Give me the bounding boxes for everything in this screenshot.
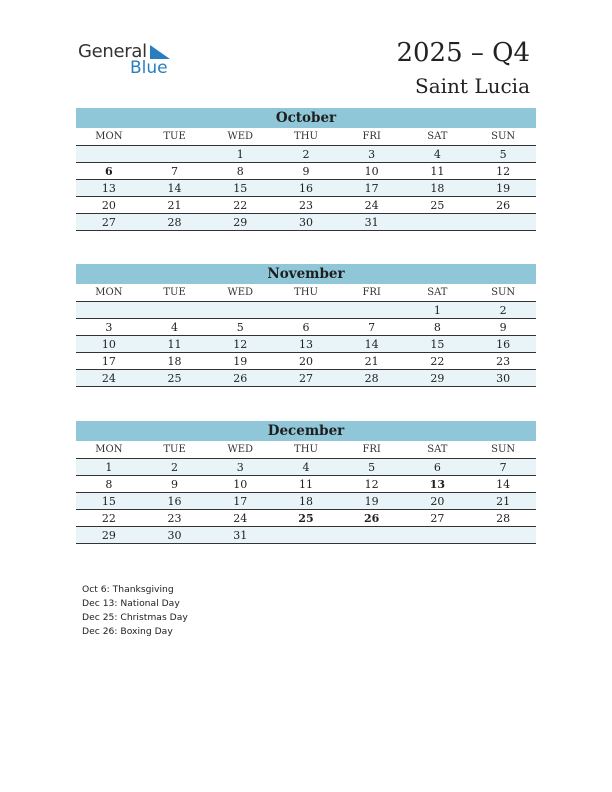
week-row: [76, 302, 536, 319]
day-cell: 11: [142, 336, 208, 353]
day-cell: 6: [405, 459, 471, 476]
day-cell: 21: [470, 493, 536, 510]
logo: [78, 41, 188, 81]
day-cell: 19: [470, 180, 536, 197]
day-cell: 12: [339, 476, 405, 493]
day-cell: 9: [142, 476, 208, 493]
week-row: [76, 214, 536, 231]
weekday-label: TUE: [142, 284, 208, 302]
weekday-label: WED: [207, 284, 273, 302]
day-cell: 23: [470, 353, 536, 370]
weekday-label: WED: [207, 128, 273, 146]
day-cell: 28: [470, 510, 536, 527]
country-name: Saint Lucia: [415, 74, 530, 98]
weekday-label: FRI: [339, 128, 405, 146]
holiday-note: Oct 6: Thanksgiving: [82, 584, 174, 595]
empty-day-cell: [207, 302, 273, 319]
week-row: [76, 493, 536, 510]
day-cell: 9: [470, 319, 536, 336]
empty-day-cell: [273, 302, 339, 319]
day-cell: 18: [142, 353, 208, 370]
week-row: [76, 319, 536, 336]
empty-day-cell: [405, 527, 471, 544]
weekday-label: MON: [76, 128, 142, 146]
day-cell: 22: [76, 510, 142, 527]
day-cell: 1: [207, 146, 273, 163]
day-cell: 26: [207, 370, 273, 387]
day-cell: 5: [470, 146, 536, 163]
day-cell: 27: [405, 510, 471, 527]
page-title: 2025 – Q4: [396, 38, 530, 68]
day-cell: 17: [76, 353, 142, 370]
weekday-label: SAT: [405, 284, 471, 302]
day-cell: 31: [339, 214, 405, 231]
day-cell: 2: [470, 302, 536, 319]
day-cell: 25: [405, 197, 471, 214]
day-cell: 8: [207, 163, 273, 180]
day-cell: 29: [76, 527, 142, 544]
logo-text-general: General: [78, 41, 147, 62]
day-cell: 26: [470, 197, 536, 214]
weekday-label: THU: [273, 284, 339, 302]
empty-day-cell: [142, 302, 208, 319]
day-cell: 29: [207, 214, 273, 231]
weekday-label: SUN: [470, 441, 536, 459]
empty-day-cell: [339, 527, 405, 544]
empty-day-cell: [76, 146, 142, 163]
day-cell: 20: [76, 197, 142, 214]
day-cell: 27: [76, 214, 142, 231]
day-cell: 11: [273, 476, 339, 493]
month-november: [76, 264, 536, 387]
day-cell: 17: [207, 493, 273, 510]
month-title: November: [76, 264, 536, 284]
day-cell: 19: [339, 493, 405, 510]
week-row: [76, 180, 536, 197]
month-december: [76, 421, 536, 544]
day-cell: 11: [405, 163, 471, 180]
day-cell: 10: [339, 163, 405, 180]
logo-text-blue: Blue: [130, 58, 168, 78]
day-cell: 14: [339, 336, 405, 353]
day-cell: 22: [405, 353, 471, 370]
weekday-label: THU: [273, 128, 339, 146]
day-cell: 10: [76, 336, 142, 353]
holiday-note: Dec 13: National Day: [82, 598, 180, 609]
weekday-label: TUE: [142, 128, 208, 146]
day-cell: 7: [142, 163, 208, 180]
day-cell: 20: [273, 353, 339, 370]
day-cell: 16: [470, 336, 536, 353]
holiday-note: Dec 26: Boxing Day: [82, 626, 173, 637]
day-cell: 28: [339, 370, 405, 387]
day-cell: 16: [142, 493, 208, 510]
empty-day-cell: [470, 214, 536, 231]
day-cell: 20: [405, 493, 471, 510]
week-row: [76, 336, 536, 353]
day-cell: 22: [207, 197, 273, 214]
day-cell: 9: [273, 163, 339, 180]
week-row: [76, 510, 536, 527]
empty-day-cell: [142, 146, 208, 163]
week-row: [76, 353, 536, 370]
day-cell: 25: [142, 370, 208, 387]
day-cell: 6: [76, 163, 142, 180]
day-cell: 4: [273, 459, 339, 476]
empty-day-cell: [405, 214, 471, 231]
week-row: [76, 527, 536, 544]
day-cell: 29: [405, 370, 471, 387]
day-cell: 10: [207, 476, 273, 493]
day-cell: 4: [405, 146, 471, 163]
empty-day-cell: [339, 302, 405, 319]
day-cell: 14: [142, 180, 208, 197]
weekday-label: THU: [273, 441, 339, 459]
day-cell: 21: [339, 353, 405, 370]
empty-day-cell: [470, 527, 536, 544]
day-cell: 31: [207, 527, 273, 544]
day-cell: 13: [273, 336, 339, 353]
day-cell: 28: [142, 214, 208, 231]
weekday-label: SUN: [470, 284, 536, 302]
day-cell: 12: [470, 163, 536, 180]
day-cell: 27: [273, 370, 339, 387]
calendar-grid: [76, 441, 536, 544]
week-row: [76, 163, 536, 180]
weekday-label: WED: [207, 441, 273, 459]
day-cell: 19: [207, 353, 273, 370]
week-row: [76, 146, 536, 163]
day-cell: 2: [273, 146, 339, 163]
day-cell: 18: [405, 180, 471, 197]
weekday-label: SUN: [470, 128, 536, 146]
day-cell: 3: [339, 146, 405, 163]
day-cell: 17: [339, 180, 405, 197]
day-cell: 15: [207, 180, 273, 197]
day-cell: 30: [142, 527, 208, 544]
day-cell: 3: [76, 319, 142, 336]
weekday-label: FRI: [339, 284, 405, 302]
day-cell: 7: [339, 319, 405, 336]
day-cell: 14: [470, 476, 536, 493]
day-cell: 24: [207, 510, 273, 527]
weekday-label: TUE: [142, 441, 208, 459]
week-row: [76, 197, 536, 214]
day-cell: 1: [405, 302, 471, 319]
day-cell: 2: [142, 459, 208, 476]
day-cell: 8: [76, 476, 142, 493]
week-row: [76, 370, 536, 387]
week-row: [76, 459, 536, 476]
month-october: [76, 108, 536, 231]
holiday-notes: [82, 583, 188, 639]
day-cell: 13: [76, 180, 142, 197]
day-cell: 23: [273, 197, 339, 214]
calendar-grid: [76, 128, 536, 231]
empty-day-cell: [273, 527, 339, 544]
day-cell: 25: [273, 510, 339, 527]
empty-day-cell: [76, 302, 142, 319]
holiday-note: Dec 25: Christmas Day: [82, 612, 188, 623]
day-cell: 23: [142, 510, 208, 527]
day-cell: 4: [142, 319, 208, 336]
day-cell: 7: [470, 459, 536, 476]
week-row: [76, 476, 536, 493]
day-cell: 15: [405, 336, 471, 353]
day-cell: 24: [339, 197, 405, 214]
weekday-header-row: [76, 284, 536, 302]
day-cell: 5: [207, 319, 273, 336]
day-cell: 3: [207, 459, 273, 476]
weekday-label: FRI: [339, 441, 405, 459]
day-cell: 18: [273, 493, 339, 510]
calendar-grid: [76, 284, 536, 387]
day-cell: 1: [76, 459, 142, 476]
month-title: October: [76, 108, 536, 128]
weekday-label: SAT: [405, 128, 471, 146]
day-cell: 12: [207, 336, 273, 353]
day-cell: 16: [273, 180, 339, 197]
day-cell: 15: [76, 493, 142, 510]
day-cell: 21: [142, 197, 208, 214]
day-cell: 30: [273, 214, 339, 231]
day-cell: 6: [273, 319, 339, 336]
day-cell: 30: [470, 370, 536, 387]
month-title: December: [76, 421, 536, 441]
day-cell: 26: [339, 510, 405, 527]
weekday-label: MON: [76, 441, 142, 459]
weekday-header-row: [76, 128, 536, 146]
day-cell: 8: [405, 319, 471, 336]
weekday-label: SAT: [405, 441, 471, 459]
day-cell: 13: [405, 476, 471, 493]
weekday-header-row: [76, 441, 536, 459]
day-cell: 24: [76, 370, 142, 387]
weekday-label: MON: [76, 284, 142, 302]
day-cell: 5: [339, 459, 405, 476]
